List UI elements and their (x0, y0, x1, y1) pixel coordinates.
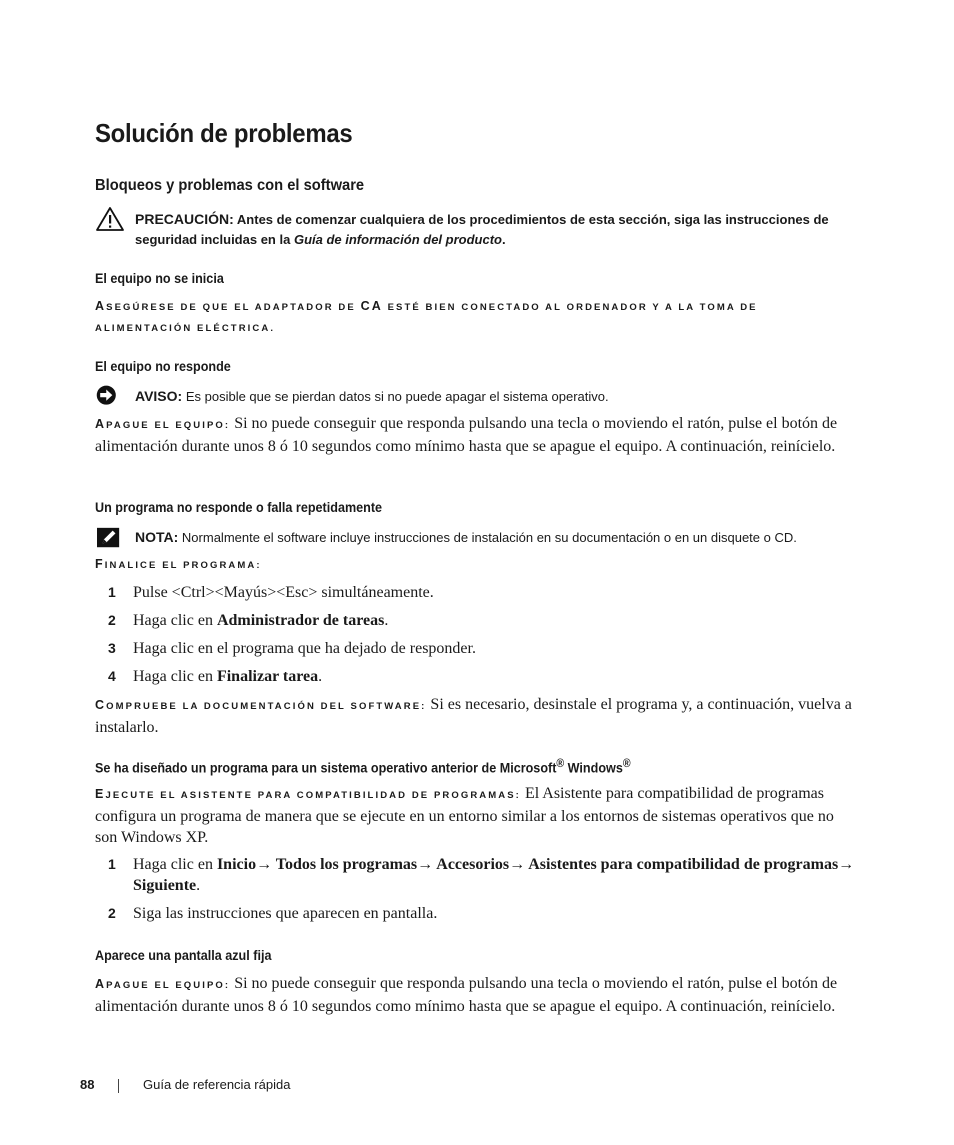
heading-older-os: Se ha diseñado un programa para un sistema operativo anterior de Microsoft® Windows® (95, 757, 631, 776)
aviso-text: AVISO: Es posible que se pierdan datos si no puede apagar el sistema operativo. (135, 388, 609, 404)
end-task-label: Finalizar tarea (216, 668, 319, 685)
heading-not-responding: El equipo no responde (95, 358, 231, 374)
instruction-adapter: ASEGÚRESE DE QUE EL ADAPTADOR DE CA ESTÉ BIEN CONECTADO AL ORDENADOR Y A LA TOMA DE ALIMENTACIÓN ELÉCTRICA. (95, 299, 758, 334)
caution-label: PRECAUCIÓN: (135, 211, 234, 227)
aviso-label: AVISO: (135, 388, 183, 404)
page-number: 88 (80, 1077, 95, 1092)
footer-divider (118, 1079, 119, 1093)
heading-no-start: El equipo no se inicia (95, 270, 224, 286)
warning-icon (95, 206, 125, 232)
action-power-off-2: APAGUE EL EQUIPO: Si no puede conseguir que responda pulsando una tecla o moviendo el ratón, pulse el botón de alimentación durante unos 8 ó 10 segundos como mínimo hasta que se apague el equipo. A continuación, reinícielo. (95, 975, 838, 1015)
caution-text: PRECAUCIÓN: Antes de comenzar cualquiera de los procedimientos de esta sección, siga las instrucciones de seguridad incluidas en la Guía de información del producto. (135, 211, 829, 247)
action-compat-wizard: EJECUTE EL ASISTENTE PARA COMPATIBILIDAD DE PROGRAMAS: El Asistente para compatibilidad de programas configura un programa de manera que se ejecute en un entorno similar a los entornos de sistemas operativos que no son Windows XP. (95, 785, 834, 846)
heading-program-fails: Un programa no responde o falla repetidamente (95, 499, 383, 515)
heading-blue-screen: Aparece una pantalla azul fija (95, 947, 272, 963)
product-guide-title: Guía de información del producto (293, 232, 502, 247)
action-check-docs: COMPRUEBE LA DOCUMENTACIÓN DEL SOFTWARE: Si es necesario, desinstale el programa y, a continuación, vuelva a instalarlo. (95, 696, 852, 736)
action-power-off: APAGUE EL EQUIPO: Si no puede conseguir que responda pulsando una tecla o moviendo el ratón, pulse el botón de alimentación durante unos 8 ó 10 segundos como mínimo hasta que se apague el equipo. A continuación, reinícielo. (95, 415, 838, 455)
action-end-program: FINALICE EL PROGRAMA: (95, 557, 262, 571)
task-manager-label: Administrador de tareas (216, 612, 385, 629)
nota-text: NOTA: Normalmente el software incluye instrucciones de instalación en su documentación o en un disquete o CD. (135, 529, 797, 545)
page-title: Solución de problemas (95, 118, 353, 148)
section-title: Bloqueos y problemas con el software (95, 177, 365, 194)
menu-path: Inicio→ Todos los programas→ Accesorios→ Asistentes para compatibilidad de programas→ Siguiente (133, 856, 855, 894)
footer-doc-title: Guía de referencia rápida (143, 1077, 291, 1092)
notice-arrow-icon (95, 384, 121, 408)
page-footer (80, 1077, 291, 1092)
nota-label: NOTA: (135, 529, 179, 545)
note-pencil-icon (95, 526, 123, 550)
